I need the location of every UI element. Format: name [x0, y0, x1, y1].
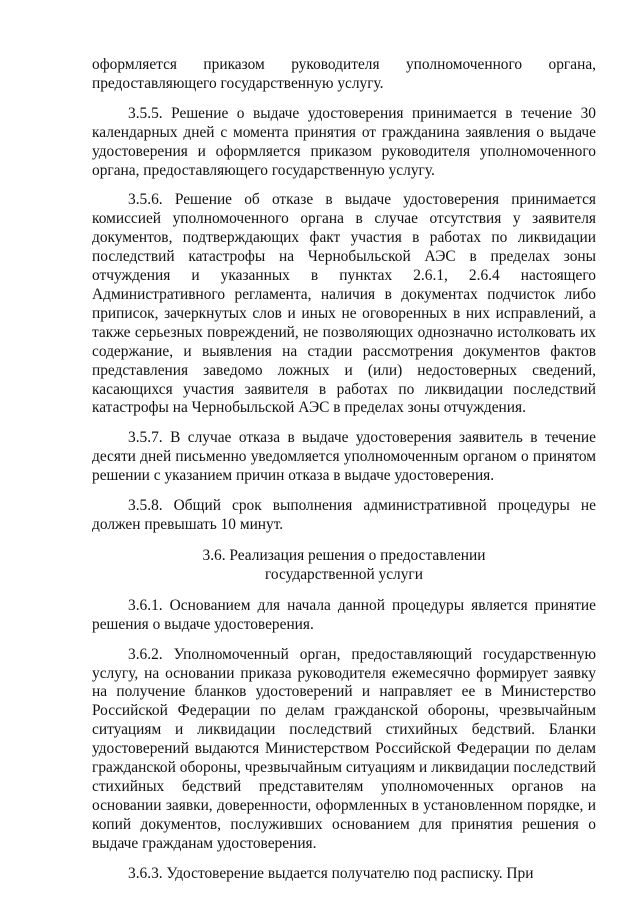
section-heading-line-2: государственной услуги — [265, 566, 423, 584]
paragraph-3-6-2: 3.6.2. Уполномоченный орган, предоставляющий государственную услугу, на основании приказа руководителя ежемесячно формирует заявку на получение бланков удостоверений и направляет ее в Министерство Российской Федерации по делам гражданской обороны, чрезвычайным ситуациям и ликвидации последствий стихийных бедствий. Бланки удостоверений выдаются Министерством Российской Федерации по делам гражданской обороны, чрезвычайным ситуациям и ликвидации последствий стихийных бедствий представителям уполномоченных органов на основании заявки, доверенности, оформленных в установленном порядке, и копий документов, послуживших основанием для принятия решения о выдаче гражданам удостоверения. — [92, 645, 596, 852]
paragraph-3-5-7: 3.5.7. В случае отказа в выдаче удостоверения заявитель в течение десяти дней письменно уведомляется уполномоченным органом о принятом решении с указанием причин отказа в выдаче удостоверения. — [92, 429, 596, 485]
paragraph-continuation: оформляется приказом руководителя уполномоченного органа, предоставляющего государственную услугу. — [92, 56, 596, 92]
paragraph-3-5-5: 3.5.5. Решение о выдаче удостоверения принимается в течение 30 календарных дней с момента принятия от гражданина заявления о выдаче удостоверения и оформляется приказом руководителя уполномоченного органа, предоставляющего государственную услугу. — [92, 104, 596, 179]
paragraph-3-5-6: 3.5.6. Решение об отказе в выдаче удостоверения принимается комиссией уполномоченного органа в случае отсутствия у заявителя документов, подтверждающих факт участия в работах по ликвидации последствий катастрофы на Чернобыльской АЭС в пределах зоны отчуждения и указанных в пунктах 2.6.1, 2.6.4 настоящего Административного регламента, наличия в документах подчисток либо приписок, зачеркнутых слов и иных не оговоренных в них исправлений, а также серьезных повреждений, не позволяющих однозначно истолковать их содержание, и выявления на стадии рассмотрения документов фактов представления заведомо ложных и (или) недостоверных сведений, касающихся участия заявителя в работах по ликвидации последствий катастрофы на Чернобыльской АЭС в пределах зоны отчуждения. — [92, 191, 596, 417]
paragraph-3-5-8: 3.5.8. Общий срок выполнения административной процедуры не должен превышать 10 минут. — [92, 497, 596, 533]
paragraph-3-6-1: 3.6.1. Основанием для начала данной процедуры является принятие решения о выдаче удостоверения. — [92, 596, 596, 633]
section-heading-line-1: 3.6. Реализация решения о предоставлении — [202, 546, 486, 564]
document-page — [92, 56, 596, 895]
paragraph-3-6-3: 3.6.3. Удостоверение выдается получателю под расписку. При — [128, 864, 534, 882]
section-heading-3-6 — [92, 546, 596, 585]
